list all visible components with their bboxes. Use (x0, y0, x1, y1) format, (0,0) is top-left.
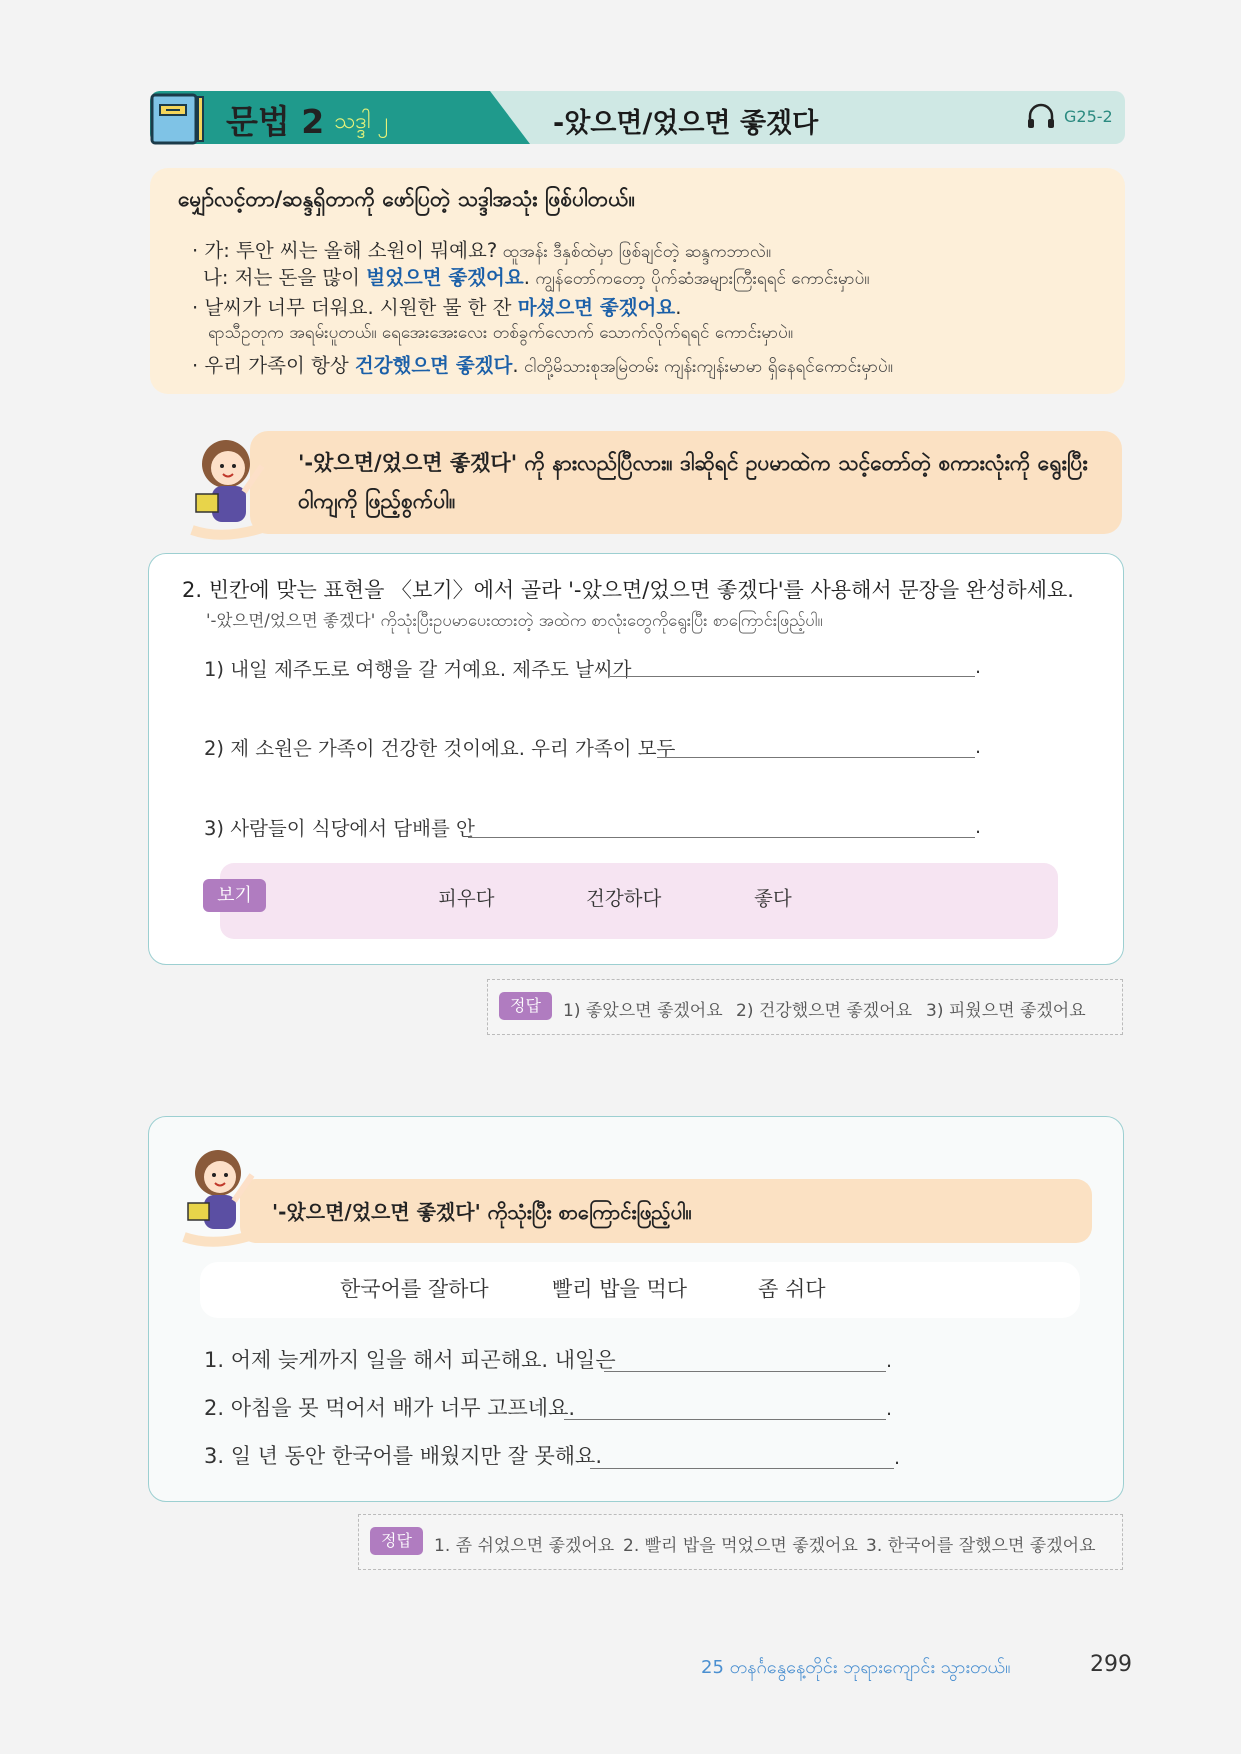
teacher-character-icon (186, 430, 282, 540)
period: . (886, 1350, 893, 1372)
answer-key-tag: 정답 (370, 1527, 423, 1555)
chapter-footer: 25 တနင်္ဂနွေနေ့တိုင်း ဘုရားကျောင်း သွားတယ်။ (701, 1657, 1011, 1678)
word-choice: 한국어를 잘하다 (340, 1277, 489, 1301)
answer-key-item: 2) 건강했으면 좋겠어요 (736, 1001, 913, 1021)
usage-heading: မျှော်လင့်တာ/ဆန္ဒရှိတာကို ဖော်ပြတဲ့ သဒ္ဒါအသုံး ဖြစ်ပါတယ်။ (178, 187, 635, 211)
answer-blank-5[interactable] (564, 1418, 886, 1420)
period: . (894, 1447, 901, 1469)
answer-key-item: 1. 좀 쉬었으면 좋겠어요 (434, 1536, 615, 1556)
answer-key-tag: 정답 (499, 992, 552, 1020)
answer-key-item: 1) 좋았으면 좋겠어요 (563, 1001, 723, 1021)
example-word: 피우다 (438, 887, 495, 910)
example-1b: 나: 저는 돈을 많이 벌었으면 좋겠어요. ကျွန်တော်ကတော့ ပိုက်ဆံအများကြီးရရင် ကောင်းမှာပဲ။ (203, 266, 870, 289)
practice-item-1: 1. 어제 늦게까지 일을 해서 피곤해요. 내일은 (204, 1348, 616, 1372)
example-3: · 우리 가족이 항상 건강했으면 좋겠다. ငါတို့မိသားစုအမြဲတမ်း ကျန်းကျန်းမာမာ ရှိနေရင်ကောင်းမှာပဲ။ (192, 354, 893, 377)
period: . (975, 656, 982, 678)
grammar-number-sub: သဒ္ဒါ ၂ (334, 109, 389, 134)
example-word: 좋다 (754, 887, 792, 910)
page-number: 299 (1090, 1652, 1132, 1677)
period: . (886, 1398, 893, 1420)
exercise-item-3: 3) 사람들이 식당에서 담배를 안 (204, 817, 475, 840)
answer-blank-2[interactable] (657, 756, 975, 758)
answer-blank-3[interactable] (468, 836, 975, 838)
practice-item-3: 3. 일 년 동안 한국어를 배웠지만 잘 못해요. (204, 1444, 603, 1468)
answer-blank-1[interactable] (610, 675, 975, 677)
example-2-translation: ရာသီဥတုက အရမ်းပူတယ်။ ရေအေးအေးလေး တစ်ခွက်လောက် သောက်လိုက်ရရင် ကောင်းမှာပဲ။ (208, 323, 793, 343)
exercise-subtitle: '-았으면/었으면 좋겠다' ကိုသုံးပြီးဥပမာပေးထားတဲ့ အထဲက စာလုံးတွေကိုရွေးပြီး စာကြောင်းဖြည့်ပါ။ (206, 611, 823, 630)
instruction-text: '-았으면/었으면 좋겠다' ကို နားလည်ပြီလား။ ဒါဆိုရင် ဥပမာထဲက သင့်တော်တဲ့ စကားလုံးကို ရွေးပြီး ဝါကျကို ဖြည့်စွက်ပါ။ (298, 451, 1088, 513)
grammar-title: -았으면/었으면 좋겠다 (553, 108, 819, 139)
answer-key-item: 3) 피웠으면 좋겠어요 (926, 1001, 1086, 1021)
audio-track-code[interactable]: G25-2 (1064, 107, 1113, 126)
word-choice: 빨리 밥을 먹다 (552, 1277, 688, 1301)
answer-blank-6[interactable] (590, 1467, 894, 1469)
word-choice: 좀 쉬다 (758, 1277, 826, 1301)
answer-blank-4[interactable] (604, 1370, 886, 1372)
instruction-text: '-았으면/었으면 좋겠다' ကိုသုံးပြီး စာကြောင်းဖြည့်ပါ။ (272, 1200, 692, 1224)
notebook-icon (150, 91, 206, 145)
practice-item-2: 2. 아침을 못 먹어서 배가 너무 고프네요. (204, 1396, 576, 1420)
headphones-icon[interactable] (1026, 102, 1056, 130)
answer-key-item: 3. 한국어를 잘했으면 좋겠어요 (866, 1536, 1096, 1556)
grammar-number-label: 문법 2 (226, 102, 325, 141)
answer-key-item: 2. 빨리 밥을 먹었으면 좋겠어요 (623, 1536, 858, 1556)
example-word: 건강하다 (586, 887, 662, 910)
exercise-question: 2. 빈칸에 맞는 표현을 〈보기〉에서 골라 '-았으면/었으면 좋겠다'를 사용해서 문장을 완성하세요. (182, 578, 1074, 602)
exercise-item-2: 2) 제 소원은 가족이 건강한 것이에요. 우리 가족이 모두 (204, 737, 676, 760)
period: . (975, 816, 982, 838)
teacher-character-icon (180, 1141, 270, 1247)
example-2: · 날씨가 너무 더워요. 시원한 물 한 잔 마셨으면 좋겠어요. (192, 296, 682, 319)
exercise-item-1: 1) 내일 제주도로 여행을 갈 거예요. 제주도 날씨가 (204, 658, 632, 681)
period: . (975, 736, 982, 758)
example-label-tag: 보기 (203, 879, 266, 912)
example-1a: · 가: 투안 씨는 올해 소원이 뭐예요? ထူအန်း ဒီနှစ်ထဲမှာ ဖြစ်ချင်တဲ့ ဆန္ဒကဘာလဲ။ (192, 239, 771, 262)
